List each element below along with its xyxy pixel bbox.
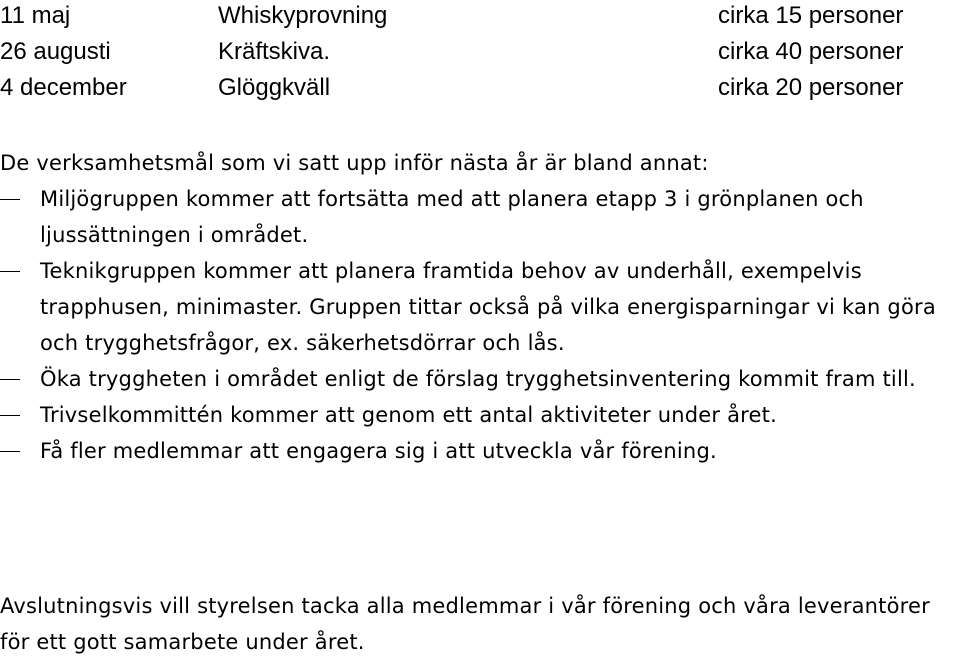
dash-bullet	[0, 415, 20, 416]
goal-item	[0, 397, 960, 433]
event-name: Glöggkväll	[218, 74, 331, 101]
event-row	[0, 72, 960, 108]
dash-bullet	[0, 379, 20, 380]
goal-text: Få fler medlemmar att engagera sig i att utveckla vår förening.	[40, 439, 717, 463]
goal-item	[0, 433, 960, 469]
goals-list	[0, 181, 960, 469]
goal-item	[0, 361, 960, 397]
dash-bullet	[0, 199, 20, 200]
event-attendance: cirka 15 personer	[718, 2, 904, 29]
event-row	[0, 36, 960, 72]
event-row	[0, 0, 960, 36]
goal-item	[0, 181, 960, 253]
event-date: 4 december	[0, 74, 127, 101]
goal-text: Teknikgruppen kommer att planera framtida behov av underhåll, exempelvis trapphusen, minimaster. Gruppen tittar också på vilka energisparningar vi kan göra och trygghetsfrågor, ex. säkerhetsdörrar och lås.	[40, 259, 936, 355]
goal-item	[0, 253, 960, 361]
event-name: Whiskyprovning	[218, 2, 388, 29]
event-attendance: cirka 20 personer	[718, 74, 904, 101]
goals-intro: De verksamhetsmål som vi satt upp inför nästa år är bland annat:	[0, 151, 709, 175]
closing-paragraph: Avslutningsvis vill styrelsen tacka alla medlemmar i vår förening och våra leverantörer för ett gott samarbete under året.	[0, 594, 930, 654]
goal-text: Trivselkommittén kommer att genom ett antal aktiviteter under året.	[40, 403, 777, 427]
event-date: 26 augusti	[0, 38, 111, 65]
dash-bullet	[0, 451, 20, 452]
dash-bullet	[0, 271, 20, 272]
event-name: Kräftskiva.	[218, 38, 331, 65]
event-attendance: cirka 40 personer	[718, 38, 904, 65]
goal-text: Miljögruppen kommer att fortsätta med att planera etapp 3 i grönplanen och ljussättningen i området.	[40, 187, 864, 247]
goal-text: Öka tryggheten i området enligt de förslag trygghetsinventering kommit fram till.	[40, 367, 916, 391]
events-table	[0, 0, 960, 108]
event-date: 11 maj	[0, 2, 71, 29]
